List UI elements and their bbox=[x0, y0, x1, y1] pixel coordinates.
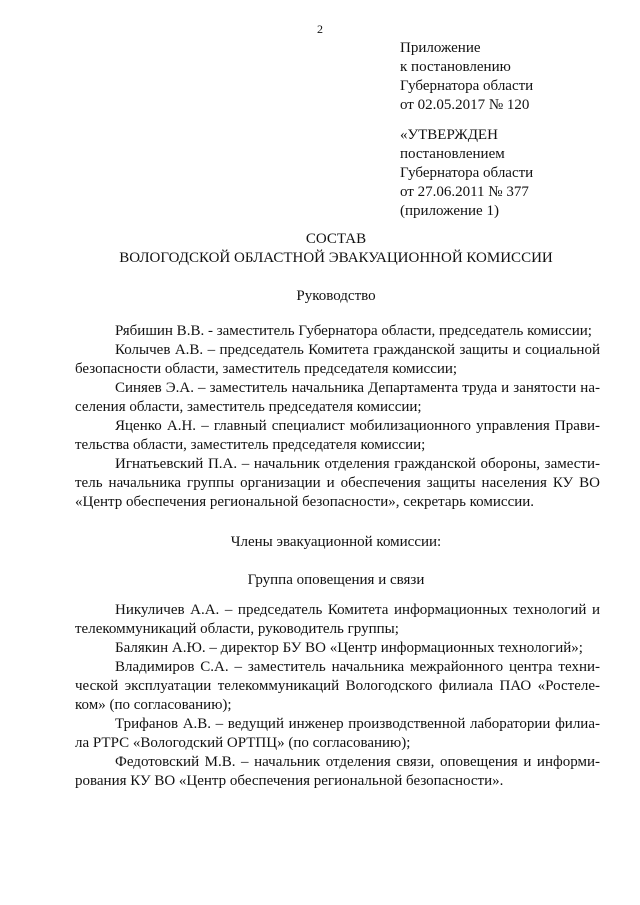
text-line: ком» (по согласованию); bbox=[75, 697, 232, 713]
page-number: 2 bbox=[317, 22, 323, 36]
approval-stamp bbox=[400, 126, 533, 221]
approval-line: от 27.06.2011 № 377 bbox=[400, 184, 529, 200]
leadership-list bbox=[75, 322, 600, 512]
title-line: СОСТАВ bbox=[305, 231, 367, 247]
text-line: «Центр обеспечения региональной безопасности», секретарь комиссии. bbox=[75, 494, 535, 510]
appendix-line: Приложение bbox=[400, 40, 481, 56]
text-line: Никуличев А.А. – председатель Комитета информационных технологий и bbox=[115, 602, 600, 618]
title-line: ВОЛОГОДСКОЙ ОБЛАСТНОЙ ЭВАКУАЦИОННОЙ КОМИССИИ bbox=[119, 250, 553, 266]
text-line: Балякин А.Ю. – директор БУ ВО «Центр информационных технологий»; bbox=[115, 640, 583, 656]
approval-line: (приложение 1) bbox=[400, 203, 499, 219]
members-list bbox=[75, 601, 600, 791]
text-line: ла РТРС «Вологодский ОРТПЦ» (по согласованию); bbox=[75, 735, 411, 751]
text-line: Колычев А.В. – председатель Комитета гражданской защиты и социальной bbox=[115, 342, 600, 358]
text-line: ческой эксплуатации телекоммуникаций Вологодского филиала ПАО «Ростеле- bbox=[75, 678, 600, 694]
appendix-line: Губернатора области bbox=[400, 78, 534, 94]
leadership-heading: Руководство bbox=[296, 288, 376, 304]
text-line: Рябишин В.В. - заместитель Губернатора области, председатель комиссии; bbox=[115, 323, 592, 339]
text-line: Трифанов А.В. – ведущий инженер производственной лаборатории филиа- bbox=[115, 716, 600, 732]
text-line: безопасности области, заместитель председателя комиссии; bbox=[75, 361, 458, 377]
members-heading: Члены эвакуационной комиссии: bbox=[230, 534, 442, 550]
text-line: рования КУ ВО «Центр обеспечения региональной безопасности». bbox=[75, 773, 504, 789]
appendix-line: к постановлению bbox=[400, 59, 511, 75]
appendix-stamp bbox=[400, 39, 533, 115]
text-line: Федотовский М.В. – начальник отделения связи, оповещения и информи- bbox=[115, 754, 600, 770]
group-heading: Группа оповещения и связи bbox=[247, 572, 425, 588]
approval-line: «УТВЕРЖДЕН bbox=[400, 127, 498, 143]
text-line: тель начальника группы организации и обеспечения защиты населения КУ ВО bbox=[75, 475, 600, 491]
document-title bbox=[0, 230, 640, 268]
text-line: телекоммуникаций области, руководитель группы; bbox=[75, 621, 399, 637]
text-line: Владимиров С.А. – заместитель начальника межрайонного центра техни- bbox=[115, 659, 600, 675]
appendix-line: от 02.05.2017 № 120 bbox=[400, 97, 530, 113]
text-line: тельства области, заместитель председателя комиссии; bbox=[75, 437, 426, 453]
text-line: Синяев Э.А. – заместитель начальника Департамента труда и занятости на- bbox=[115, 380, 600, 396]
approval-line: постановлением bbox=[400, 146, 505, 162]
text-line: Яценко А.Н. – главный специалист мобилизационного управления Прави- bbox=[115, 418, 600, 434]
approval-line: Губернатора области bbox=[400, 165, 534, 181]
text-line: селения области, заместитель председателя комиссии; bbox=[75, 399, 422, 415]
text-line: Игнатьевский П.А. – начальник отделения гражданской обороны, замести- bbox=[115, 456, 600, 472]
